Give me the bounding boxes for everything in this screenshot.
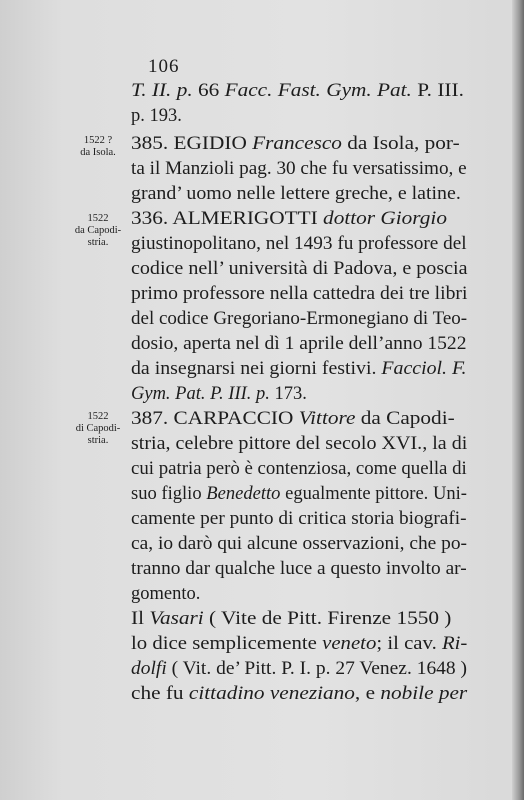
text-span: codice nell’ università di Padova, e poscia xyxy=(131,259,468,279)
margin-note-line: 1522 ? xyxy=(83,135,113,146)
text-line xyxy=(131,433,467,455)
text-line xyxy=(131,333,466,355)
margin-note-line: stria. xyxy=(87,435,109,446)
margin-note-line: di Capodi- xyxy=(75,423,121,434)
italic-text: Gym. Pat. P. III. p. xyxy=(131,384,270,404)
text-span: 173. xyxy=(269,384,307,404)
text-span: egualmente pittore. Uni- xyxy=(280,484,467,504)
text-line xyxy=(131,233,467,255)
italic-text: cittadino veneziano xyxy=(188,684,355,704)
text-span: gomento. xyxy=(131,584,201,604)
text-line xyxy=(131,458,467,480)
italic-text: Facciol. F. xyxy=(381,359,467,379)
text-span: ta il Manzioli pag. 30 che fu versatissimo, e xyxy=(131,159,467,179)
text-span: da insegnarsi nei giorni festivi. xyxy=(131,359,382,379)
text-line xyxy=(131,583,200,605)
text-line xyxy=(131,133,460,155)
text-line xyxy=(131,283,467,305)
italic-text: Benedetto xyxy=(206,484,281,504)
text-span: 336. ALMERIGOTTI xyxy=(131,209,324,229)
text-span: camente per punto di critica storia biografi- xyxy=(131,509,467,529)
text-line xyxy=(131,683,467,705)
text-line xyxy=(131,105,182,127)
italic-text: veneto xyxy=(322,634,377,654)
text-span: Il xyxy=(131,609,150,629)
text-line xyxy=(131,358,467,380)
italic-text: T. II. p. xyxy=(131,81,193,101)
margin-note-line: 1522 xyxy=(87,213,109,224)
text-span: ( Vit. de’ Pitt. P. I. p. 27 Venez. 1648 ) xyxy=(166,659,468,679)
text-span: 387. CARPACCIO xyxy=(131,409,299,429)
text-span: dosio, aperta nel dì 1 aprile dell’anno 1522 xyxy=(131,334,467,354)
text-line xyxy=(131,308,467,330)
italic-text: Francesco xyxy=(252,134,342,154)
text-span: P. III. xyxy=(411,81,464,101)
margin-note xyxy=(64,411,132,447)
text-span: suo figlio xyxy=(131,484,207,504)
page-number: 106 xyxy=(148,56,180,77)
margin-note-line: 1522 xyxy=(87,411,109,422)
text-span: stria, celebre pittore del secolo XVI., la di xyxy=(131,434,468,454)
text-span: p. 193. xyxy=(131,106,182,126)
text-span: grand’ uomo nelle lettere greche, e latine. xyxy=(131,184,461,204)
margin-note-line: da Isola. xyxy=(80,147,116,158)
text-span: 66 xyxy=(192,81,225,101)
text-line xyxy=(131,408,455,430)
text-line xyxy=(131,183,461,205)
margin-note-line: stria. xyxy=(87,237,109,248)
text-line xyxy=(131,258,467,280)
italic-text: Facc. Fast. Gym. Pat. xyxy=(224,81,412,101)
italic-text: Vasari xyxy=(149,609,204,629)
text-line xyxy=(131,558,467,580)
text-span: lo dice semplicemente xyxy=(131,634,323,654)
text-line xyxy=(131,483,467,505)
text-line xyxy=(131,608,451,630)
italic-text: dolfi xyxy=(131,659,167,679)
margin-note-line: da Capodi- xyxy=(74,225,122,236)
text-span: del codice Gregoriano-Ermonegiano di Teo- xyxy=(131,309,468,329)
text-span: da Isola, por- xyxy=(341,134,460,154)
italic-text: nobile per xyxy=(380,684,468,704)
text-span: 385. EGIDIO xyxy=(131,134,253,154)
text-line xyxy=(131,633,467,655)
margin-note xyxy=(64,213,132,249)
italic-text: Vittore xyxy=(298,409,356,429)
text-line xyxy=(131,80,464,102)
text-span: ( Vite de Pitt. Firenze 1550 ) xyxy=(203,609,452,629)
text-line xyxy=(131,508,467,530)
text-span: primo professore nella cattedra dei tre libri xyxy=(131,284,468,304)
text-line xyxy=(131,208,447,230)
text-span: , e xyxy=(354,684,381,704)
text-line xyxy=(131,158,467,180)
text-span: giustinopolitano, nel 1493 fu professore del xyxy=(131,234,467,254)
text-span: che fu xyxy=(131,684,189,704)
book-spine xyxy=(512,0,524,800)
text-span: da Capodi- xyxy=(355,409,455,429)
margin-note xyxy=(64,135,132,159)
text-line xyxy=(131,658,467,680)
text-span: ; il cav. xyxy=(376,634,442,654)
text-span: cui patria però è contenziosa, come quella di xyxy=(131,459,467,479)
text-line xyxy=(131,533,467,555)
text-line xyxy=(131,383,307,405)
text-span: ca, io darò qui alcune osservazioni, che po- xyxy=(131,534,468,554)
text-span: tranno dar qualche luce a questo involto ar- xyxy=(131,559,467,579)
italic-text: dottor Giorgio xyxy=(323,209,447,229)
italic-text: Ri- xyxy=(441,634,468,654)
